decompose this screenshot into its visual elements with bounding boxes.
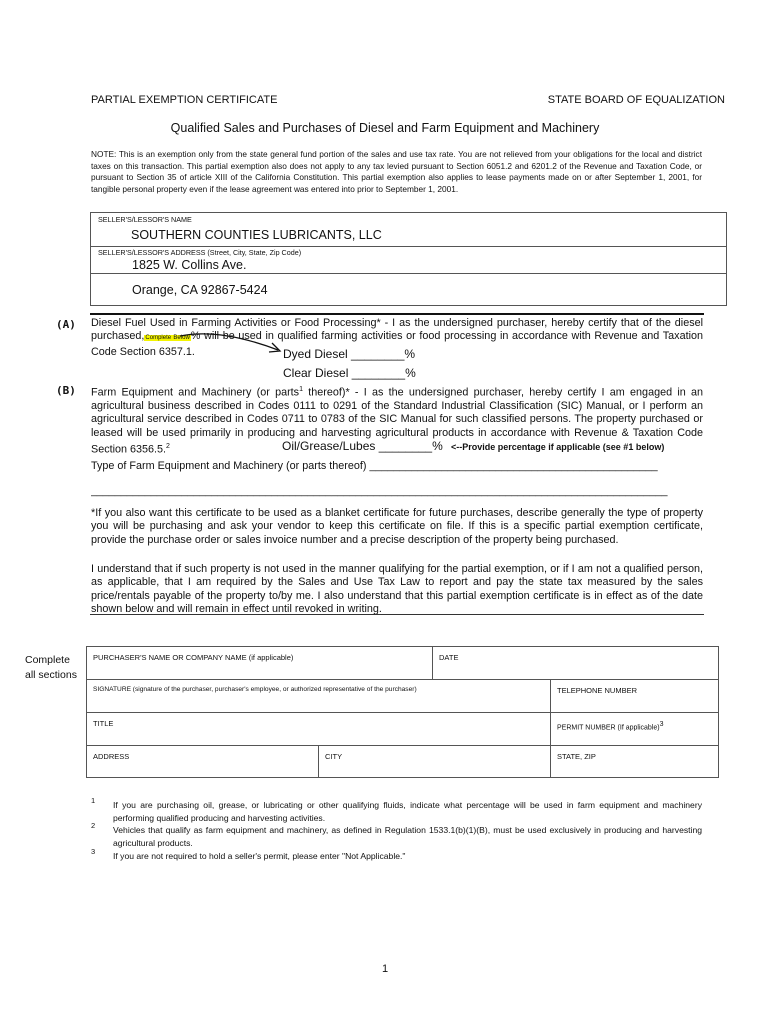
section-a-letter: (A) xyxy=(56,318,76,331)
purchaser-grid xyxy=(86,646,719,778)
form-subtitle: Qualified Sales and Purchases of Diesel and Farm Equipment and Machinery xyxy=(170,121,600,135)
seller-name-field[interactable]: SOUTHERN COUNTIES LUBRICANTS, LLC xyxy=(131,228,382,242)
side-note-line1: Complete xyxy=(25,654,70,666)
agency-name: STATE BOARD OF EQUALIZATION xyxy=(547,94,725,106)
seller-address-line2[interactable]: Orange, CA 92867-5424 xyxy=(132,283,268,297)
footnote-1: If you are purchasing oil, grease, or lubricating or other qualifying fluids, indicate what percentage will be used in farm equipment and machinery performing qualified producing and harvesting activities. xyxy=(113,800,702,823)
date-label: DATE xyxy=(439,653,459,662)
city-label: CITY xyxy=(325,752,343,761)
form-title: PARTIAL EXEMPTION CERTIFICATE xyxy=(91,94,278,106)
footnote-ref: 2 xyxy=(166,443,170,451)
section-rule xyxy=(90,313,704,315)
seller-name-label: SELLER'S/LESSOR'S NAME xyxy=(98,215,192,224)
telephone-field[interactable] xyxy=(551,680,718,713)
dyed-diesel-field[interactable]: Dyed Diesel ________% xyxy=(283,347,416,361)
city-field[interactable] xyxy=(319,746,551,777)
footnote-number: 3 xyxy=(91,847,96,856)
permit-label-text: PERMIT NUMBER (If applicable) xyxy=(557,724,660,732)
title-label: TITLE xyxy=(93,719,114,728)
equipment-type-line2[interactable]: ________________________________________________________________________________________________ xyxy=(91,485,668,497)
clear-diesel-field[interactable]: Clear Diesel ________% xyxy=(283,366,416,380)
section-b-text-1: Farm Equipment and Machinery (or parts xyxy=(91,386,300,399)
seller-address-line1[interactable]: 1825 W. Collins Ave. xyxy=(132,258,247,272)
section-rule xyxy=(90,614,704,615)
state-zip-label: STATE, ZIP xyxy=(557,752,596,761)
footnote-number: 2 xyxy=(91,821,96,830)
seller-divider xyxy=(91,246,726,247)
arrow-icon xyxy=(180,330,290,356)
footnote-ref: 3 xyxy=(659,721,664,728)
permit-label xyxy=(557,721,663,731)
permit-field[interactable] xyxy=(551,713,718,746)
note-paragraph: NOTE: This is an exemption only from the state general fund portion of the sales and use tax rate. You are not relieved from your obligations for the local and district taxes on this transaction. This partial exemption also does not apply to any tax levied pursuant to Section 6051.2 and 6201.2 of the Revenue and Taxation Code, or pursuant to Section 35 of article XIII of the California Constitution. This partial exemption also applies to lease payments made on or after September 1, 2001, for tangible personal property even if the lease agreement was entered into prior to September 1, 2001. xyxy=(91,149,702,194)
blanket-paragraph: *If you also want this certificate to be used as a blanket certificate for future purchases, describe generally the type of property you will be purchasing and ask your vendor to keep this certificate on file. If this is a specific partial exemption certificate, provide the purchase order or sales invoice number and a precise description of the property being purchased. xyxy=(91,507,703,546)
purchaser-name-label: PURCHASER'S NAME OR COMPANY NAME (if applicable) xyxy=(93,653,294,662)
oil-grease-field[interactable]: Oil/Grease/Lubes ________% xyxy=(279,439,443,453)
side-note xyxy=(25,653,77,682)
provide-percentage-note: <--Provide percentage if applicable (see #1 below) xyxy=(451,442,665,452)
seller-box xyxy=(90,212,727,306)
date-field[interactable] xyxy=(433,647,718,680)
equipment-type-field[interactable]: Type of Farm Equipment and Machinery (or parts thereof) ________________________________________________ xyxy=(91,460,658,472)
section-b-text-2: thereof)* - I as the undersigned purchaser, hereby certify I am engaged in an agricultural business described in Codes 0111 to 0291 of the Standard Industrial Classification (SIC) Manual, or I perform an agricultural service described in Codes 0711 to 0783 of the SIC Manual for such classified persons. The property purchased or leased will be used primarily in producing and harvesting agricultural products in accordance with Revenue & Taxation Code Section 6356.5. xyxy=(91,386,703,456)
address-field[interactable] xyxy=(87,746,319,777)
section-a-text-2: % will be used in qualified farming activities or food processing in accordance with Revenue and Taxation Code Section 6357.1. xyxy=(91,330,703,358)
footnote-2: Vehicles that qualify as farm equipment and machinery, as defined in Regulation 1533.1(b)(1)(B), must be used exclusively in producing and harvesting agricultural products. xyxy=(113,825,702,848)
seller-divider xyxy=(91,273,726,274)
telephone-label: TELEPHONE NUMBER xyxy=(557,686,638,695)
footnote-number: 1 xyxy=(91,796,96,805)
purchaser-name-field[interactable] xyxy=(87,647,433,680)
address-label: ADDRESS xyxy=(93,752,130,761)
complete-below-highlight[interactable]: Complete Below xyxy=(145,335,190,342)
seller-address-label: SELLER'S/LESSOR'S ADDRESS (Street, City, State, Zip Code) xyxy=(98,248,302,257)
state-zip-field[interactable] xyxy=(551,746,718,777)
signature-label: SIGNATURE (signature of the purchaser, purchaser's employee, or authorized representative of the purchaser) xyxy=(93,686,417,693)
understanding-paragraph: I understand that if such property is not used in the manner qualifying for the partial exemption, or if I am not a qualified person, as applicable, that I am required by the Sales and Use Tax Law to report and pay the state tax measured by the sales price/rentals payable of the property to/by me. I also understand that this partial exemption certificate is in effect as of the date shown below and will remain in effect until revoked in writing. xyxy=(91,563,703,616)
section-b-letter: (B) xyxy=(56,384,76,397)
footnote-ref: 1 xyxy=(299,386,303,393)
title-field[interactable] xyxy=(87,713,551,746)
page-number: 1 xyxy=(381,963,389,975)
signature-field[interactable] xyxy=(87,680,551,713)
footnote-3: If you are not required to hold a seller's permit, please enter "Not Applicable." xyxy=(113,851,406,861)
side-note-line2: all sections xyxy=(25,668,77,681)
section-a-text-1: Diesel Fuel Used in Farming Activities or Food Processing* - I as the undersigned purchaser, hereby certify that of the diesel purchased, xyxy=(91,317,703,343)
